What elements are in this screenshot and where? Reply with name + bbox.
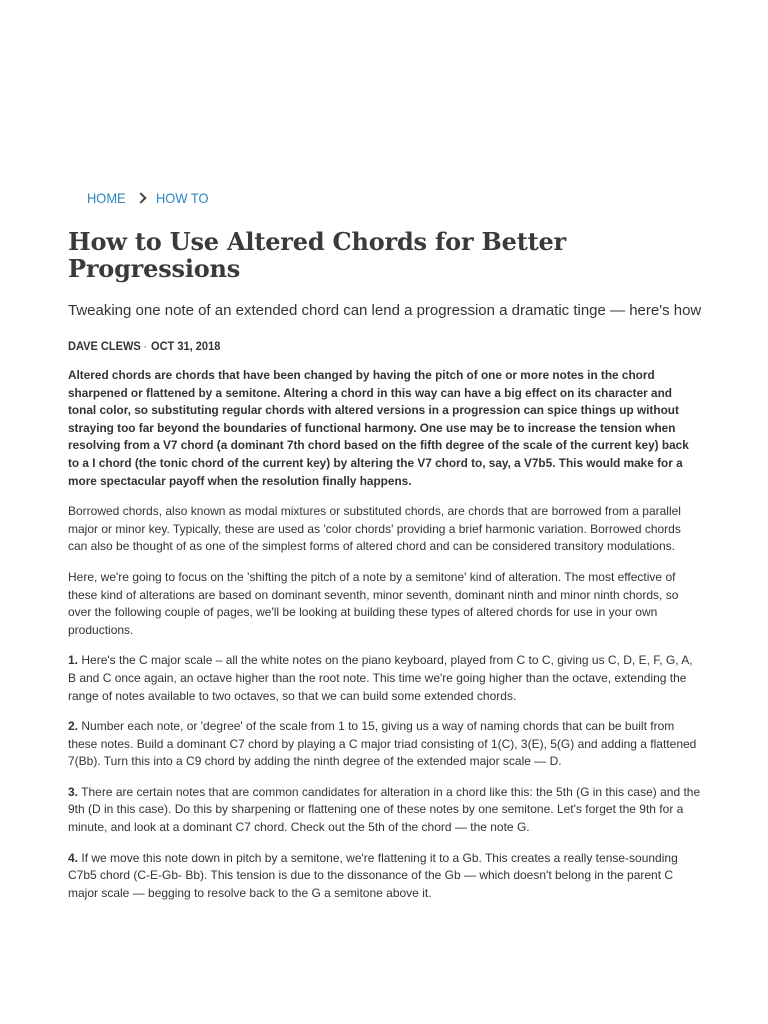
step-text: Here's the C major scale – all the white notes on the piano keyboard, played from C to C, giving us C, D, E, F, G, A, B and C once again, an octave higher than the root note. This time we're going higher than the octave, extending the range of notes available to two octaves, so that we can build some extended chords. [68,653,693,703]
intro-paragraph: Altered chords are chords that have been changed by having the pitch of one or more notes in the chord sharpened or flattened by a semitone. Altering a chord in this way can have a big effect on its character and tonal color, so substituting regular chords with altered versions in a progression can spice things up without straying too far beyond the boundaries of functional harmony. One use may be to increase the tension when resolving from a V7 chord (a dominant 7th chord based on the fifth degree of the scale of the current key) back to a I chord (the tonic chord of the current key) by altering the V7 chord to, say, a V7b5. This would make for a more spectacular payoff when the resolution finally happens. [68,368,689,488]
byline-separator: · [143,339,148,353]
article-byline [68,339,702,353]
step-paragraph [68,652,702,705]
article-subtitle: Tweaking one note of an extended chord can lend a progression a dramatic tinge — here's how [68,302,702,319]
step-number: 4. [68,850,79,865]
step-paragraph [68,784,702,837]
body-paragraph: Here, we're going to focus on the 'shifting the pitch of a note by a semitone' kind of alteration. The most effective of these kind of alterations are based on dominant seventh, minor seventh, dominant ninth and minor ninth chords, so over the following couple of pages, we'll be looking at building these types of altered chords for use in your own productions. [68,569,679,637]
article-title: How to Use Altered Chords for Better Progressions [68,227,566,283]
publish-date: OCT 31, 2018 [151,339,221,353]
step-paragraph [68,850,702,903]
step-paragraph [68,718,702,771]
breadcrumb [87,186,702,210]
step-text: If we move this note down in pitch by a semitone, we're flattening it to a Gb. This creates a really tense-sounding C7b5 chord (C-E-Gb- Bb). This tension is due to the dissonance of the Gb — which doesn't belong in the parent C major scale — begging to resolve back to the G a semitone above it. [68,850,678,900]
step-number: 3. [68,784,79,799]
step-number: 1. [68,653,79,668]
breadcrumb-section-link[interactable]: HOW TO [156,190,209,206]
ad-space [0,0,768,170]
step-text: Number each note, or 'degree' of the scale from 1 to 15, giving us a way of naming chords that can be built from these notes. Build a dominant C7 chord by playing a C major triad consisting of 1(C), 3(E), 5(G) and adding a flattened 7(Bb). Turn this into a C9 chord by adding the ninth degree of the extended major scale — D. [68,719,697,769]
chevron-right-icon [137,194,145,202]
article-content [68,186,702,915]
article-body [68,367,702,902]
author-link[interactable]: DAVE CLEWS [68,339,141,353]
step-number: 2. [68,719,79,734]
body-paragraph: Borrowed chords, also known as modal mixtures or substituted chords, are chords that are borrowed from a parallel major or minor key. Typically, these are used as 'color chords' providing a brief harmonic variation. Borrowed chords can also be thought of as one of the simplest forms of altered chord and can be considered transitory modulations. [68,504,681,554]
breadcrumb-home-link[interactable]: HOME [87,190,126,206]
step-text: There are certain notes that are common candidates for alteration in a chord like this: the 5th (G in this case) and the 9th (D in this case). Do this by sharpening or flattening one of these notes by one semitone. Let's forget the 9th for a minute, and look at a dominant C7 chord. Check out the 5th of the chord — the note G. [68,784,701,835]
